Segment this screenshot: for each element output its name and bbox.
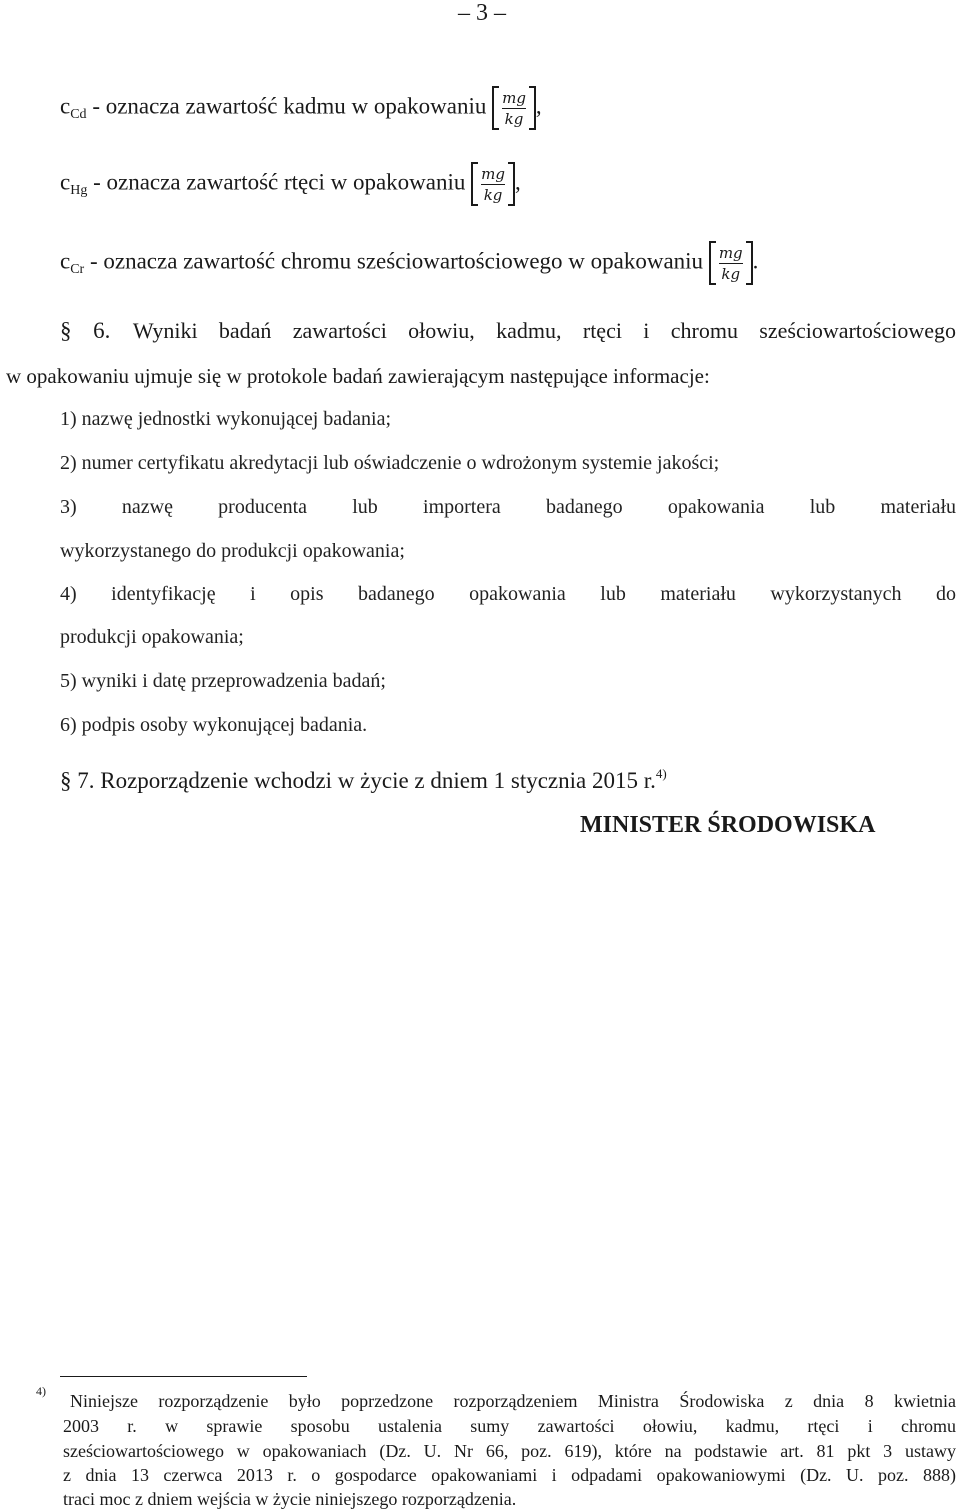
footnote-reference: 4)	[655, 766, 667, 781]
unit-fraction	[492, 86, 536, 130]
symbol: c	[60, 93, 71, 119]
list-item: 6) podpis osoby wykonującej badania.	[60, 714, 368, 736]
footnote-marker: 4)	[36, 1384, 46, 1398]
section7-text: § 7. Rozporządzenie wchodzi w życie z dniem 1 stycznia 2015 r.	[60, 768, 656, 793]
unit-numerator: mg	[481, 164, 505, 183]
list-item: 4) identyfikację i opis badanego opakowania lub materiału wykorzystanych do	[60, 583, 956, 605]
unit-numerator: mg	[502, 88, 526, 107]
footnote-line: 2003 r. w sprawie sposobu ustalenia sumy zawartości ołowiu, kadmu, rtęci i chromu	[63, 1416, 956, 1436]
list-item-continuation: produkcji opakowania;	[60, 626, 244, 648]
subscript: Cd	[70, 107, 87, 123]
list-item: 5) wyniki i datę przeprowadzenia badań;	[60, 670, 386, 692]
definition-hg	[60, 162, 521, 206]
list-item: 3) nazwę producenta lub importera badanego opakowania lub materiału	[60, 496, 956, 518]
definition-end: ,	[514, 169, 521, 195]
list-item: 1) nazwę jednostki wykonującej badania;	[60, 408, 391, 430]
footnote-line: Niniejsze rozporządzenie było poprzedzone rozporządzeniem Ministra Środowiska z dnia 8 kwietnia	[70, 1391, 956, 1411]
page-number: – 3 –	[458, 0, 506, 26]
subscript: Cr	[70, 262, 85, 278]
definition-text: - oznacza zawartość rtęci w opakowaniu	[93, 169, 466, 195]
definition-end: ,	[535, 93, 542, 119]
section6-first-line	[60, 318, 956, 344]
section6-line2: w opakowaniu ujmuje się w protokole badań zawierającym następujące informacje:	[6, 364, 710, 388]
definition-cd	[60, 86, 542, 130]
section6-marker: § 6.	[60, 318, 111, 343]
list-item-continuation: wykorzystanego do produkcji opakowania;	[60, 540, 405, 562]
definition-text: - oznacza zawartość chromu sześciowartościowego w opakowaniu	[89, 248, 704, 274]
unit-denominator: kg	[504, 109, 524, 128]
list-item: 2) numer certyfikatu akredytacji lub oświadczenie o wdrożonym systemie jakości;	[60, 452, 720, 474]
unit-denominator: kg	[483, 185, 503, 204]
signature: MINISTER ŚRODOWISKA	[580, 812, 876, 838]
unit-denominator: kg	[721, 264, 741, 283]
definition-cr	[60, 241, 758, 285]
definition-end: .	[752, 248, 759, 274]
unit-fraction	[471, 162, 515, 206]
footnote-line: sześciowartościowego w opakowaniach (Dz. U. Nr 66, poz. 619), które na podstawie art. 81 pkt 3 ustawy	[63, 1441, 956, 1461]
footnote-separator	[60, 1376, 307, 1377]
definition-text: - oznacza zawartość kadmu w opakowaniu	[92, 93, 487, 119]
symbol: c	[60, 248, 71, 274]
symbol: c	[60, 169, 71, 195]
footnote-line: traci moc z dniem wejścia w życie niniejszego rozporządzenia.	[63, 1489, 517, 1509]
section7	[60, 768, 667, 794]
footnote-line: z dnia 13 czerwca 2013 r. o gospodarce opakowaniami i odpadami opakowaniowymi (Dz. U. poz. 888)	[63, 1465, 956, 1485]
section6-line1: Wyniki badań zawartości ołowiu, kadmu, rtęci i chromu sześciowartościowego	[132, 318, 957, 343]
unit-fraction	[709, 241, 753, 285]
unit-numerator: mg	[718, 243, 743, 262]
subscript: Hg	[70, 183, 88, 199]
